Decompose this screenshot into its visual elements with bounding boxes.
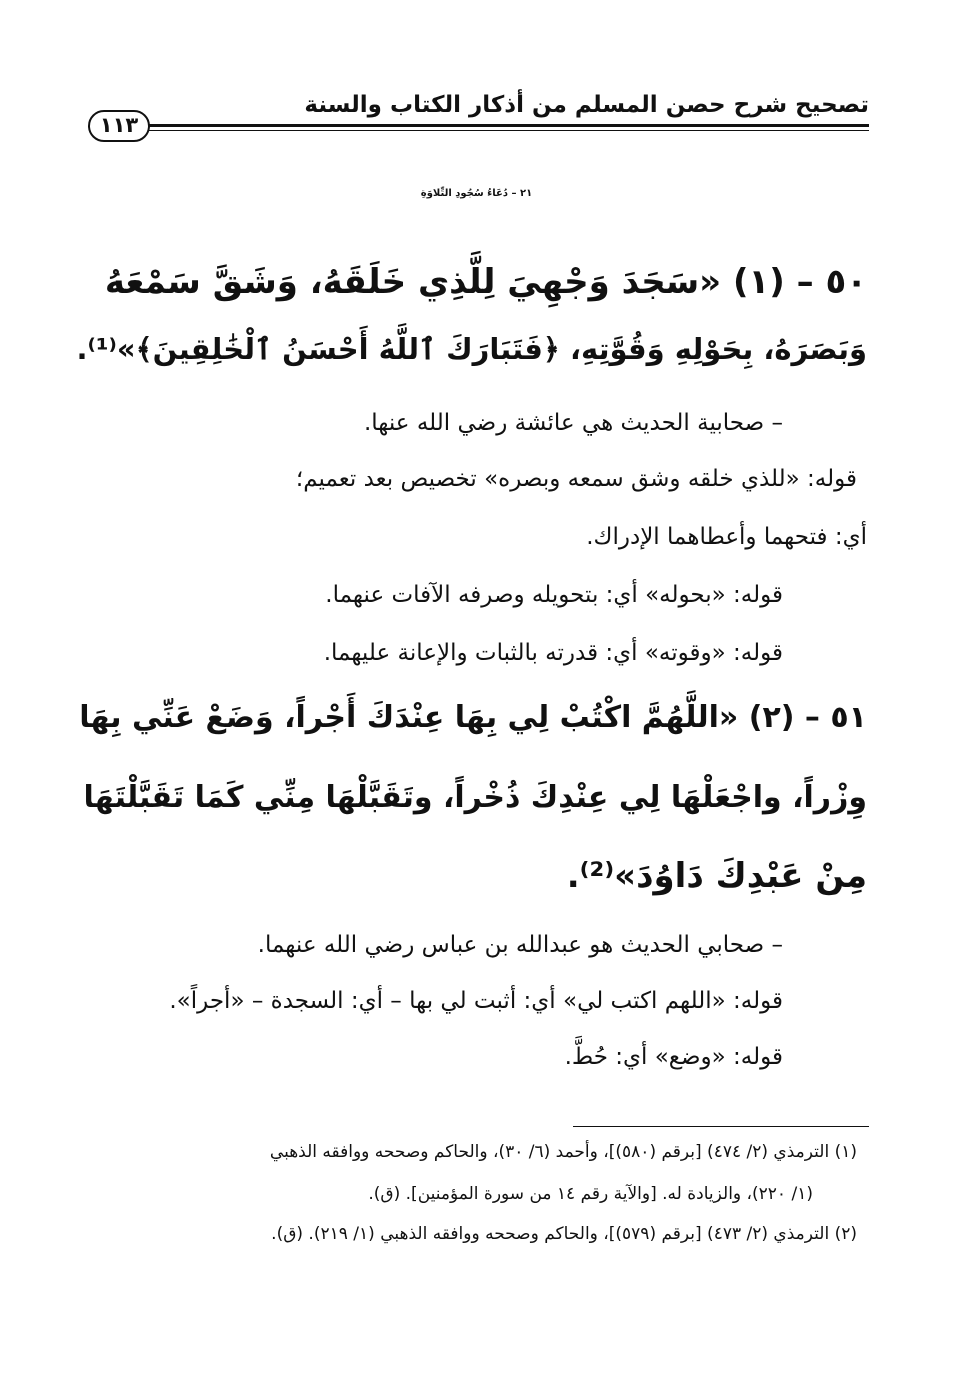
footnote-1-line-1: (١) الترمذي (٢/ ٤٧٤) [برقم (٥٨٠)]، وأحمد (٦/ ٣٠)، والحاكم وصححه ووافقه الذهبي bbox=[269, 1142, 857, 1162]
commentary-51-line-1: قوله: «اللهم اكتب لي» أي: أثبت لي بها – أي: السجدة – «أجراً». bbox=[169, 988, 783, 1014]
hadith-51-line-2: وِزْراً، واجْعَلْهَا لِي عِنْدِكَ ذُخْراً، وتَقَبَّلْهَا مِنِّي كَمَا تَقَبَّلْتَهَا bbox=[83, 780, 867, 815]
header-rule bbox=[140, 124, 869, 127]
companion-51: – صحابي الحديث هو عبدالله بن عباس رضي الله عنهما. bbox=[257, 932, 783, 958]
hadith-51-line-3: مِنْ عَبْدِكَ دَاوُدَ»⁽²⁾. bbox=[566, 856, 867, 896]
footnote-separator bbox=[573, 1126, 869, 1127]
companion-50: – صحابية الحديث هي عائشة رضي الله عنها. bbox=[363, 410, 783, 436]
commentary-50-line-2: أي: فتحهما وأعطاهما الإدراك. bbox=[586, 524, 867, 550]
page-number-badge: ١١٣ bbox=[88, 110, 150, 142]
hadith-51-line-1: ٥١ – (٢) «اللَّهُمَّ اكْتُبْ لِي بِهَا عِنْدَكَ أَجْراً، وَضَعْ عَنِّي بِهَا bbox=[79, 700, 867, 735]
commentary-50-line-1: قوله: «للذي خلقه وشق سمعه وبصره» تخصيص بعد تعميم؛ bbox=[295, 466, 857, 492]
footnote-1-line-2: (١/ ٢٢٠)، والزيادة له. [والآية رقم ١٤ من سورة المؤمنين]. (ق). bbox=[368, 1184, 813, 1204]
footnote-2: (٢) الترمذي (٢/ ٤٧٣) [برقم (٥٧٩)]، والحاكم وصححه ووافقه الذهبي (١/ ٢١٩). (ق). bbox=[271, 1224, 857, 1244]
hadith-50-line-1: ٥٠ – (١) «سَجَدَ وَجْهِيَ لِلَّذِي خَلَقَهُ، وَشَقَّ سَمْعَهُ bbox=[104, 262, 867, 302]
section-title: ٢١ – دُعَاءُ سُجُودِ التِّلاوَةِ bbox=[420, 188, 533, 199]
hadith-50-line-2: وَبَصَرَهُ، بِحَوْلِهِ وَقُوَّتِهِ، ﴿فَتَبَارَكَ ٱللَّهُ أَحْسَنُ ٱلْخَٰلِقِينَ﴾»⁽¹⁾. bbox=[76, 332, 867, 366]
running-header-title: تصحيح شرح حصن المسلم من أذكار الكتاب والسنة bbox=[304, 92, 869, 118]
commentary-50-line-3: قوله: «بحوله» أي: بتحويله وصرفه الآفات عنهما. bbox=[325, 582, 783, 608]
header-rule-thin bbox=[140, 130, 869, 131]
commentary-50-line-4: قوله: «وقوته» أي: قدرته بالثبات والإعانة عليهما. bbox=[323, 640, 783, 666]
commentary-51-line-2: قوله: «وضع» أي: حُطَّ. bbox=[564, 1044, 783, 1070]
